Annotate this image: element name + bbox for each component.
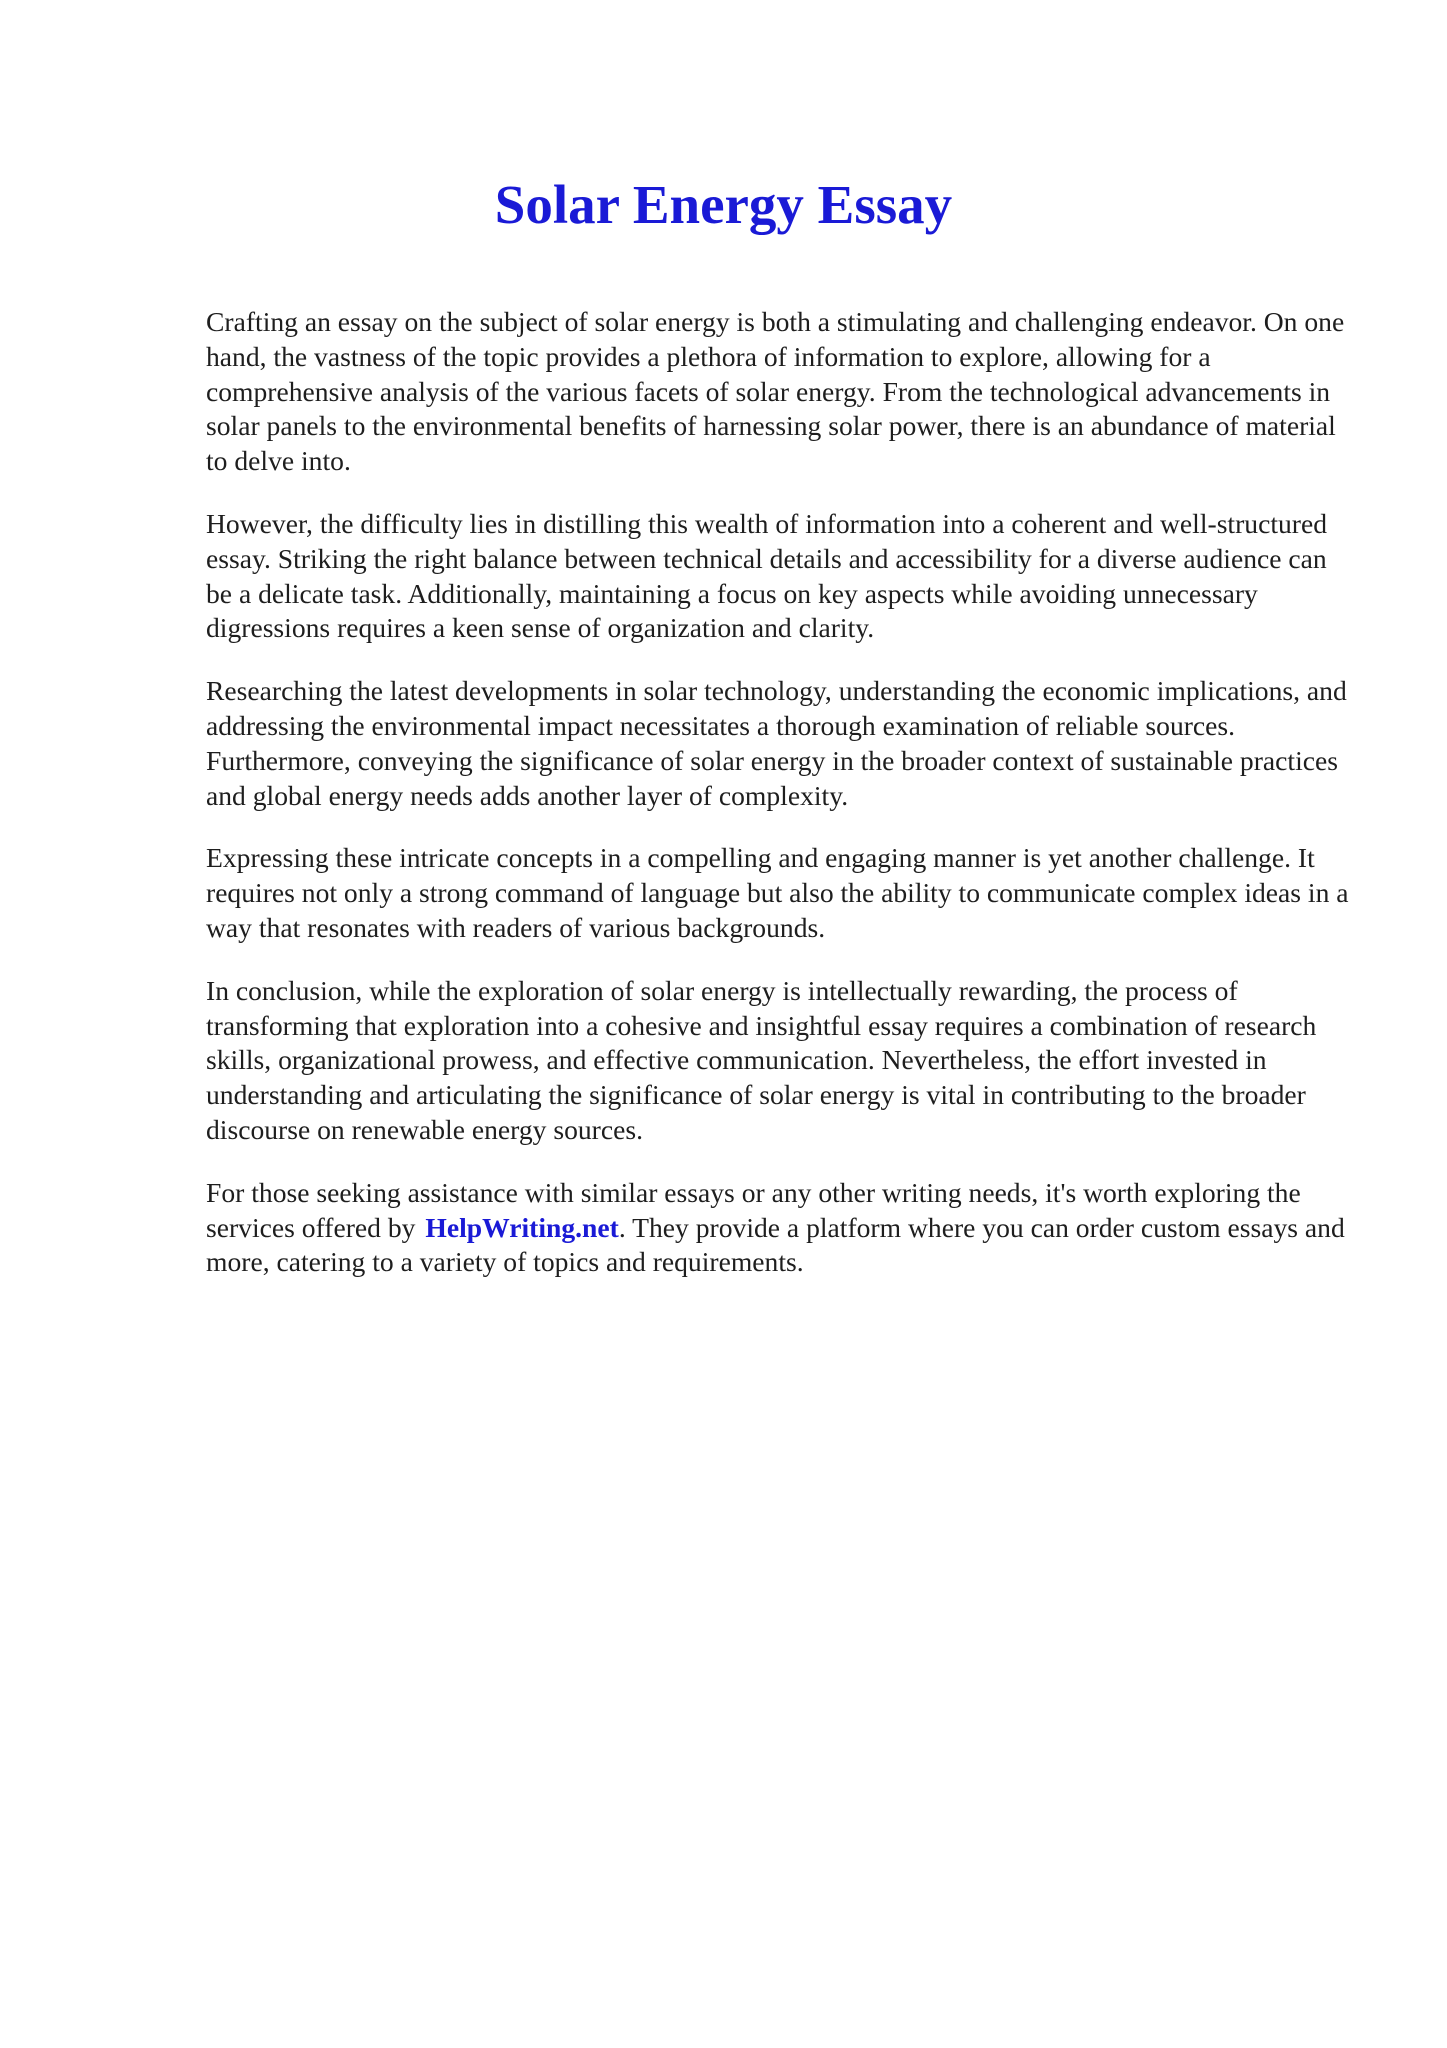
paragraph-difficulty: However, the difficulty lies in distilling this wealth of information into a coherent and well-structured essay. Striking the right balance between technical details and accessibility for a diverse audience can be a delicate task. Additionally, maintaining a focus on key aspects while avoiding unnecessary digressions requires a keen sense of organization and clarity. <box>206 507 1328 644</box>
page-title: Solar Energy Essay <box>494 174 953 235</box>
paragraph-intro: Crafting an essay on the subject of solar energy is both a stimulating and challenging endeavor. On one hand, the vastness of the topic provides a plethora of information to explore, allowing for a comprehensive analysis of the various facets of solar energy. From the technological advancements in solar panels to the environmental benefits of harnessing solar power, there is an abundance of material to delve into. <box>206 306 1345 477</box>
closing-text-before-link: For those seeking assistance with similar essays or any other writing needs, it's worth exploring the services offered by <box>206 1176 1301 1243</box>
helpwriting-link[interactable]: HelpWriting.net <box>425 1211 619 1243</box>
essay-body <box>206 305 1356 1308</box>
paragraph-expression: Expressing these intricate concepts in a compelling and engaging manner is yet another challenge. It requires not only a strong command of language but also the ability to communicate complex ideas in a way that resonates with readers of various backgrounds. <box>206 842 1349 943</box>
paragraph-closing <box>206 1176 1356 1280</box>
paragraph-research: Researching the latest developments in solar technology, understanding the economic implications, and addressing the environmental impact necessitates a thorough examination of reliable sources. Furthermore, conveying the significance of solar energy in the broader context of sustainable practices and global energy needs adds another layer of complexity. <box>206 675 1347 811</box>
paragraph-conclusion: In conclusion, while the exploration of solar energy is intellectually rewarding, the process of transforming that exploration into a cohesive and insightful essay requires a combination of research skills, organizational prowess, and effective communication. Nevertheless, the effort invested in understanding and articulating the significance of solar energy is vital in contributing to the broader discourse on renewable energy sources. <box>206 974 1317 1145</box>
closing-text-after-link: . They provide a platform where you can order custom essays and more, catering to a variety of topics and requirements. <box>206 1211 1345 1278</box>
